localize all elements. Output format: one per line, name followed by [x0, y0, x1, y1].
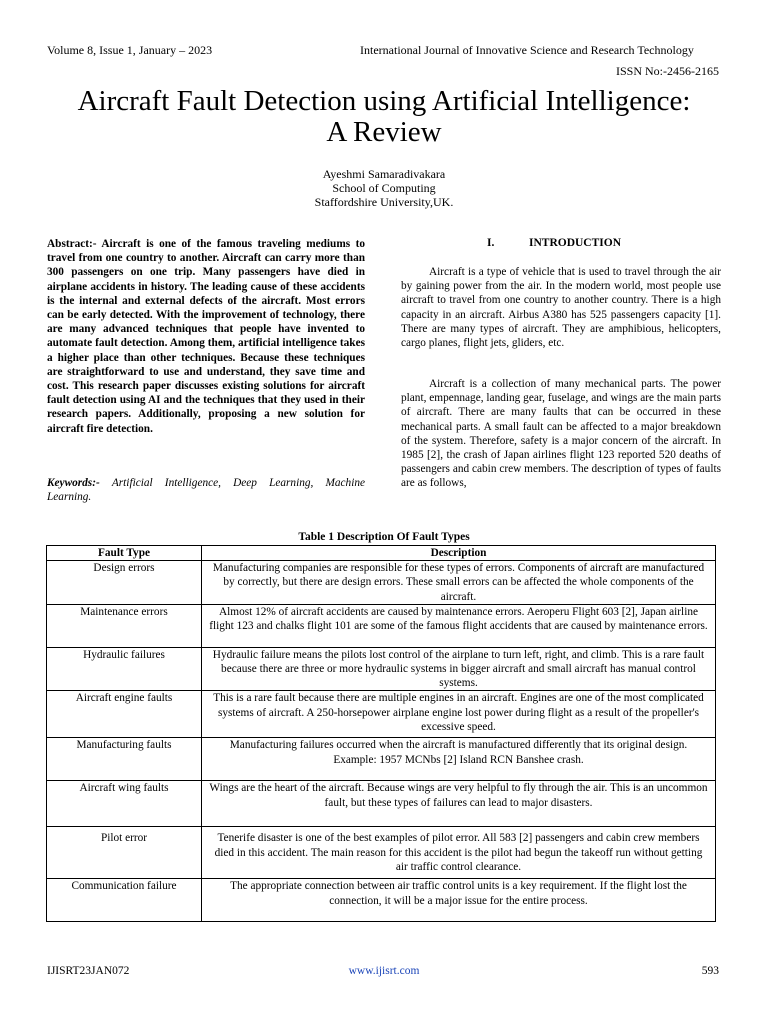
table-row — [47, 879, 716, 922]
description-cell: This is a rare fault because there are multiple engines in an aircraft. Engines are one of the most complicated systems of aircraft. A 250-horsepower airplane engine lost power during flight as a result of the propeller's excessive speed. — [202, 691, 716, 738]
fault-types-table — [46, 545, 716, 922]
table-caption: Table 1 Description Of Fault Types — [298, 531, 470, 543]
header-description: Description — [202, 546, 716, 561]
description-cell — [202, 738, 716, 781]
fault-type-cell: Aircraft wing faults — [47, 781, 202, 827]
description-example: Example: 1957 MCNbs [2] Island RCN Banshee crash. — [333, 753, 584, 766]
header-journal: International Journal of Innovative Science and Research Technology — [360, 43, 694, 57]
description-cell: Manufacturing companies are responsible for these types of errors. Components of aircraft are manufactured by correctly, but there are design errors. These small errors can be affected the whole components of the aircraft. — [202, 561, 716, 605]
title-line-2: A Review — [326, 116, 442, 148]
table-row — [47, 691, 716, 738]
author-name: Ayeshmi Samaradivakara — [322, 167, 446, 181]
description-cell: Almost 12% of aircraft accidents are caused by maintenance errors. Aeroperu Flight 603 [2], Japan airline flight 123 and chalks flight 101 are some of the famous flight accidents that are caused by maintenance errors. — [202, 604, 716, 647]
table-row — [47, 561, 716, 605]
header-issn: ISSN No:-2456-2165 — [615, 64, 719, 78]
description-cell: Wings are the heart of the aircraft. Because wings are very helpful to fly through the air. This is an uncommon fault, but these types of failures can lead to major disasters. — [202, 781, 716, 827]
table-row — [47, 827, 716, 879]
fault-type-cell: Pilot error — [47, 827, 202, 879]
section-number: I. — [487, 237, 495, 249]
header-volume: Volume 8, Issue 1, January – 2023 — [47, 43, 213, 57]
table-row — [47, 647, 716, 691]
table-row — [47, 781, 716, 827]
fault-type-cell: Communication failure — [47, 879, 202, 922]
section-title: INTRODUCTION — [529, 237, 622, 249]
title-line-1: Aircraft Fault Detection using Artificial Intelligence: — [77, 85, 691, 117]
description-cell: The appropriate connection between air traffic control units is a key requirement. If the flight lost the connection, it will be a major issue for the entire process. — [202, 879, 716, 922]
footer-paper-id: IJISRT23JAN072 — [47, 965, 130, 977]
author-university: Staffordshire University,UK. — [314, 195, 454, 209]
description-cell: Tenerife disaster is one of the best examples of pilot error. All 583 [2] passengers and cabin crew members died in this accident. The main reason for this accident is the pilot had begun the takeoff run without getting air traffic control clearance. — [202, 827, 716, 879]
intro-paragraph-1: Aircraft is a type of vehicle that is used to travel through the air by gaining power from the air. In the modern world, most people use aircraft to travel from one country to another country. There is a high capacity in an aircraft. Airbus A380 has 525 passengers capacity [1]. There are many types of aircraft. They are amphibious, helicopters, cargo planes, flight jets, gliders, etc. — [401, 266, 721, 350]
author-school: School of Computing — [332, 181, 436, 195]
table-row — [47, 604, 716, 647]
keywords — [47, 476, 365, 504]
footer-website-link[interactable]: www.ijisrt.com — [348, 965, 420, 977]
table-row — [47, 738, 716, 781]
keywords-label: Keywords:- — [47, 477, 100, 489]
description-line: Manufacturing failures occurred when the aircraft is manufactured differently that its original design. — [229, 739, 688, 752]
table-header-row — [47, 546, 716, 561]
fault-type-cell: Manufacturing faults — [47, 738, 202, 781]
fault-type-cell: Aircraft engine faults — [47, 691, 202, 738]
keywords-list: Artificial Intelligence, Deep Learning, Machine Learning. — [47, 477, 366, 504]
header-fault-type: Fault Type — [47, 546, 202, 561]
footer-page-number: 593 — [701, 965, 719, 977]
intro-paragraph-2: Aircraft is a collection of many mechanical parts. The power plant, empennage, landing gear, fuselage, and wings are the main parts of aircraft. There are many faults that can be occurred in these mechanical parts. A small fault can be affected to a major breakdown of the system. Therefore, safety is a major concern of the aircraft. In 1985 [2], the crash of Japan airlines flight 123 reported 520 deaths of passengers and cabin crew members. The description of types of faults are as follows, — [401, 378, 721, 490]
fault-type-cell: Design errors — [47, 561, 202, 605]
fault-type-cell: Hydraulic failures — [47, 647, 202, 691]
fault-type-cell: Maintenance errors — [47, 604, 202, 647]
description-cell: Hydraulic failure means the pilots lost control of the airplane to turn left, right, and climb. This is a rare fault because there are three or more hydraulic systems in bigger aircraft and small aircraft has manual control systems. — [202, 647, 716, 691]
paper-title — [0, 86, 768, 148]
abstract-text: Abstract:- Aircraft is one of the famous traveling mediums to travel from one country to another. Aircraft can carry more than 300 passengers on one trip. Many passengers have died in airplane accidents in history. The leading cause of these accidents is the internal and external defects of the aircraft. Most errors can be early detected. With the improvement of technology, there are many advanced techniques that people have invented to automate fault detection. Among them, artificial intelligence takes a higher place than other techniques. Because these techniques are straightforward to use and understand, they save time and cost. This research paper discusses existing solutions for aircraft fault detection using AI and the techniques that they used in their research papers. Additionally, proposing a new solution for aircraft fire detection. — [47, 238, 365, 435]
